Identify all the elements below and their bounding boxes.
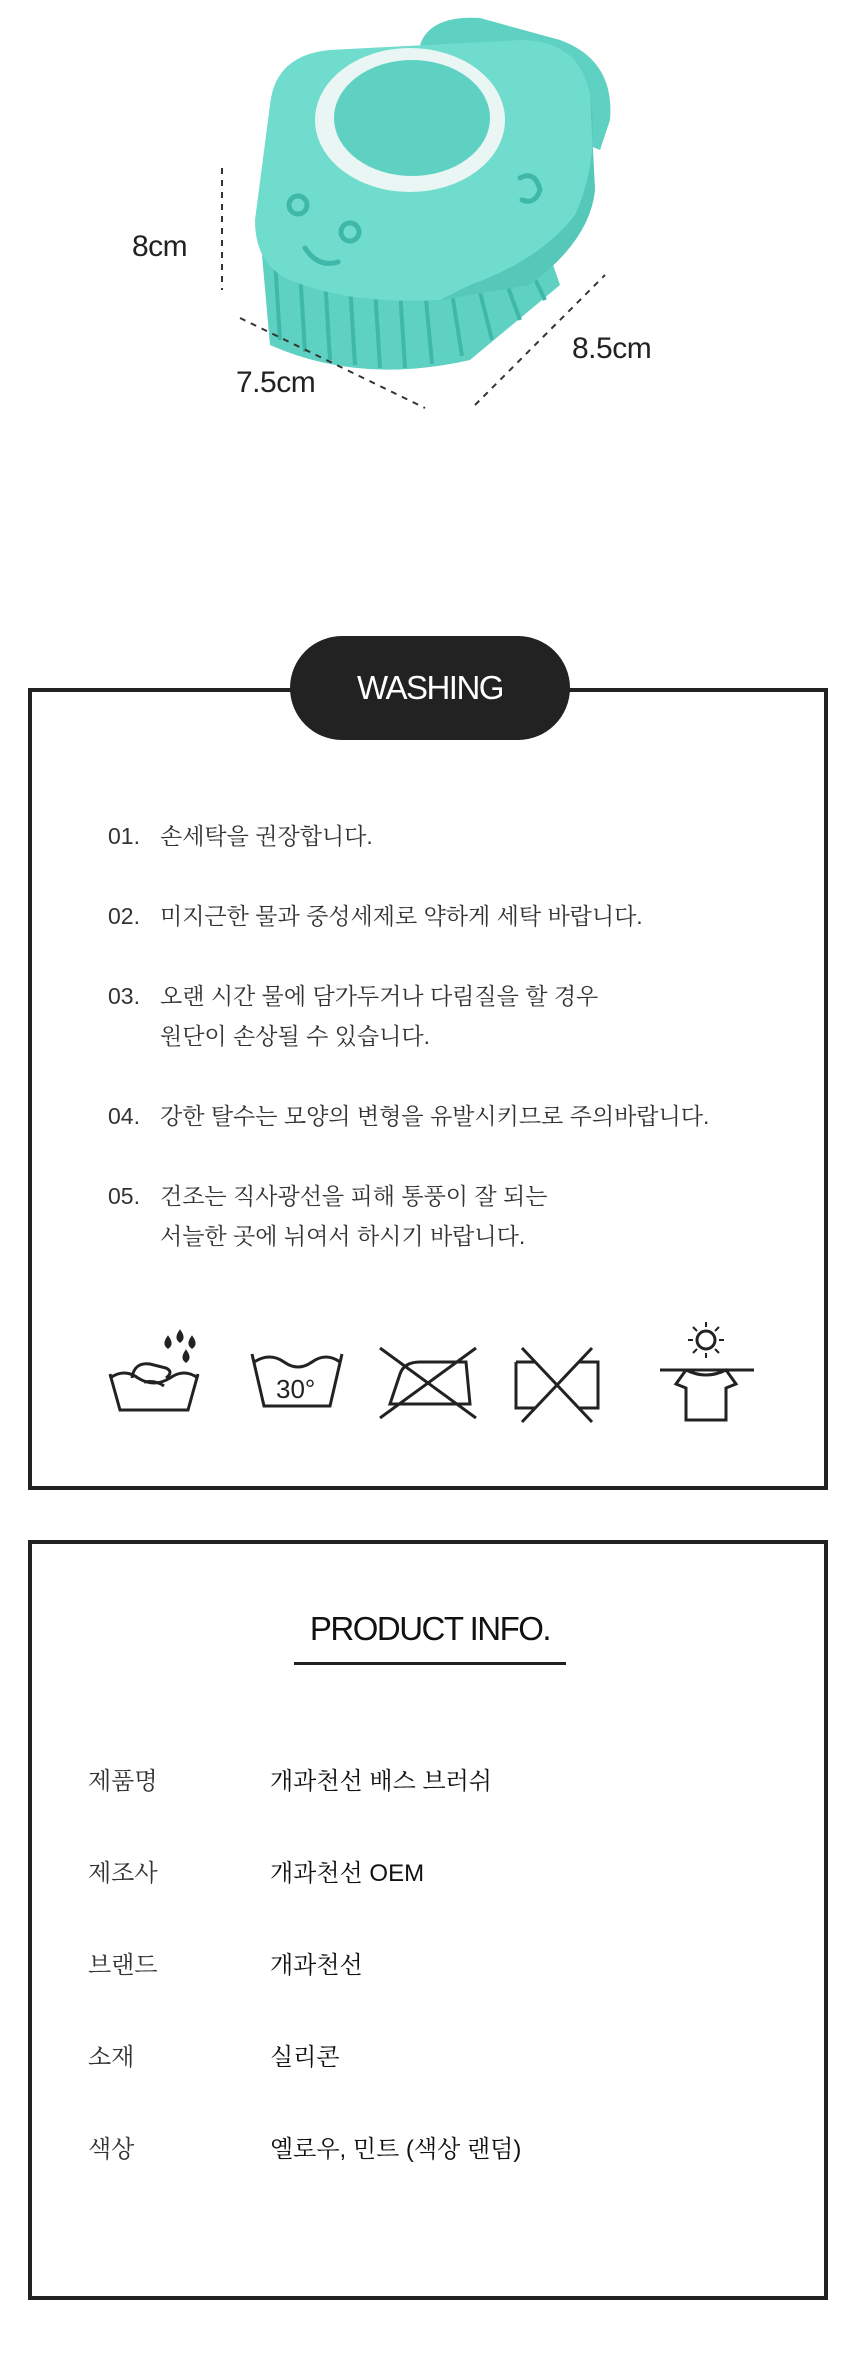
hand-wash-icon [110, 1332, 198, 1410]
wash-item-2: 02. 미지근한 물과 중성세제로 약하게 세탁 바랍니다. [108, 903, 643, 929]
info-row-brand [88, 1946, 788, 1986]
product-info-title: PRODUCT INFO. [309, 1610, 551, 1647]
wash-item-4: 04. 강한 탈수는 모양의 변형을 유발시키므로 주의바랍니다. [108, 1103, 710, 1129]
wash-30-label: 30° [276, 1374, 316, 1404]
wash-item-5: 05. 건조는 직사광선을 피해 통풍이 잘 되는 서늘한 곳에 뉘여서 하시기 바랍니다. [108, 1183, 548, 1249]
no-iron-icon [380, 1348, 476, 1418]
info-row-manufacturer [88, 1854, 788, 1894]
info-value: 개과천선 [270, 1952, 363, 1979]
info-value: 개과천선 배스 브러쉬 [270, 1768, 492, 1795]
wash-item-3: 03. 오랜 시간 물에 담가두거나 다림질을 할 경우 원단이 손상될 수 있습니다. [108, 983, 599, 1049]
wash-item-1: 01. 손세탁을 권장합니다. [108, 823, 373, 849]
height-label: 8cm [132, 230, 188, 263]
depth-label: 8.5cm [572, 332, 652, 365]
info-row-material [88, 2038, 788, 2078]
width-label: 7.5cm [236, 366, 316, 399]
soap-window-cap [334, 60, 490, 176]
info-value: 실리콘 [270, 2044, 340, 2071]
info-key: 제조사 [88, 1860, 158, 1887]
info-row-product-name [88, 1762, 788, 1802]
washing-title: WASHING [357, 669, 503, 706]
care-icons [104, 1318, 764, 1428]
info-value: 옐로우, 민트 (색상 랜덤) [270, 2136, 522, 2163]
info-key: 소재 [88, 2044, 135, 2071]
product-info-underline [294, 1662, 566, 1665]
product-info-section [28, 1540, 828, 2300]
info-key: 색상 [88, 2136, 135, 2163]
no-tumble-dry-icon [516, 1348, 598, 1422]
info-value: 개과천선 OEM [270, 1860, 425, 1887]
wash-30-icon [252, 1354, 342, 1406]
info-key: 제품명 [88, 1768, 158, 1795]
dry-in-shade-icon [660, 1322, 754, 1420]
info-key: 브랜드 [88, 1952, 158, 1979]
product-illustration [0, 0, 860, 560]
info-row-color [88, 2130, 788, 2170]
